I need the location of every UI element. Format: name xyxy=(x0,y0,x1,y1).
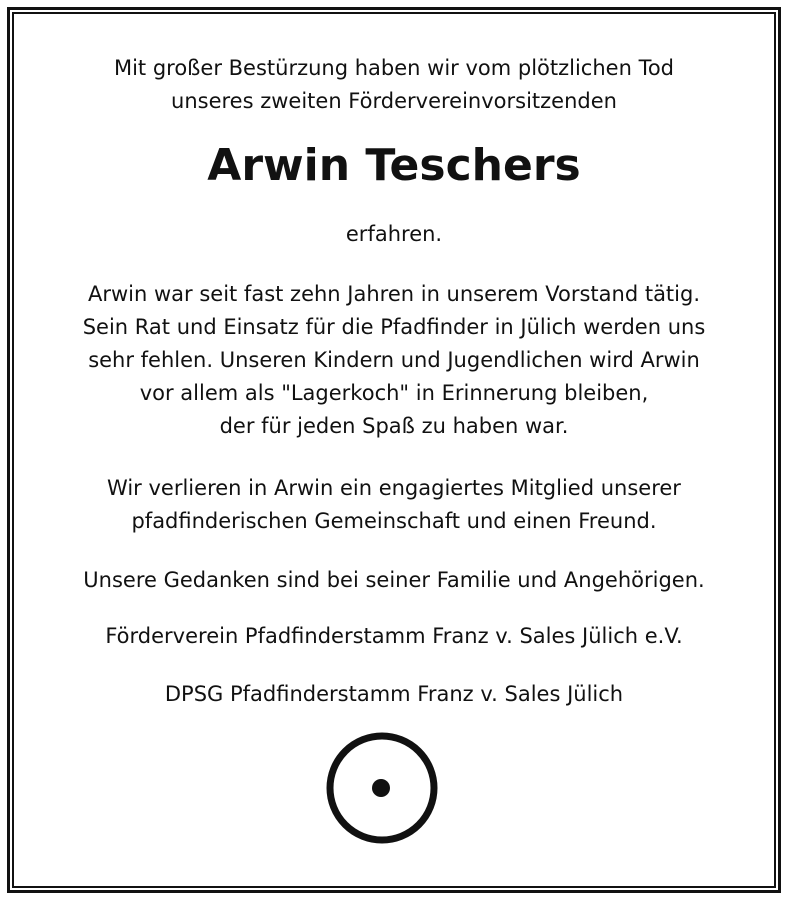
paragraph-1-line-1: Arwin war seit fast zehn Jahren in unserem Vorstand tätig. xyxy=(87,282,701,306)
paragraph-3: Unsere Gedanken sind bei seiner Familie und Angehörigen. xyxy=(83,568,705,592)
paragraph-1-line-5: der für jeden Spaß zu haben war. xyxy=(219,414,569,438)
deceased-name: Arwin Teschers xyxy=(207,140,581,191)
intro-verb: erfahren. xyxy=(345,222,443,246)
intro-line-2: unseres zweiten Fördervereinvorsitzenden xyxy=(171,89,617,113)
paragraph-1-line-2: Sein Rat und Einsatz für die Pfadfinder in Jülich werden uns xyxy=(82,315,706,339)
paragraph-1-line-3: sehr fehlen. Unseren Kindern und Jugendlichen wird Arwin xyxy=(88,348,700,372)
signature-foerderverein: Förderverein Pfadfinderstamm Franz v. Sales Jülich e.V. xyxy=(105,624,683,648)
paragraph-2-line-1: Wir verlieren in Arwin ein engagiertes Mitglied unserer xyxy=(107,476,681,500)
circle-dot-trail-sign-icon xyxy=(320,725,445,850)
paragraph-1-line-4: vor allem als "Lagerkoch" in Erinnerung bleiben, xyxy=(139,381,649,405)
paragraph-2-line-2: pfadfinderischen Gemeinschaft und einen Freund. xyxy=(131,509,657,533)
intro-line-1: Mit großer Bestürzung haben wir vom plötzlichen Tod xyxy=(113,56,675,80)
signature-dpsg: DPSG Pfadfinderstamm Franz v. Sales Jülich xyxy=(164,682,624,706)
